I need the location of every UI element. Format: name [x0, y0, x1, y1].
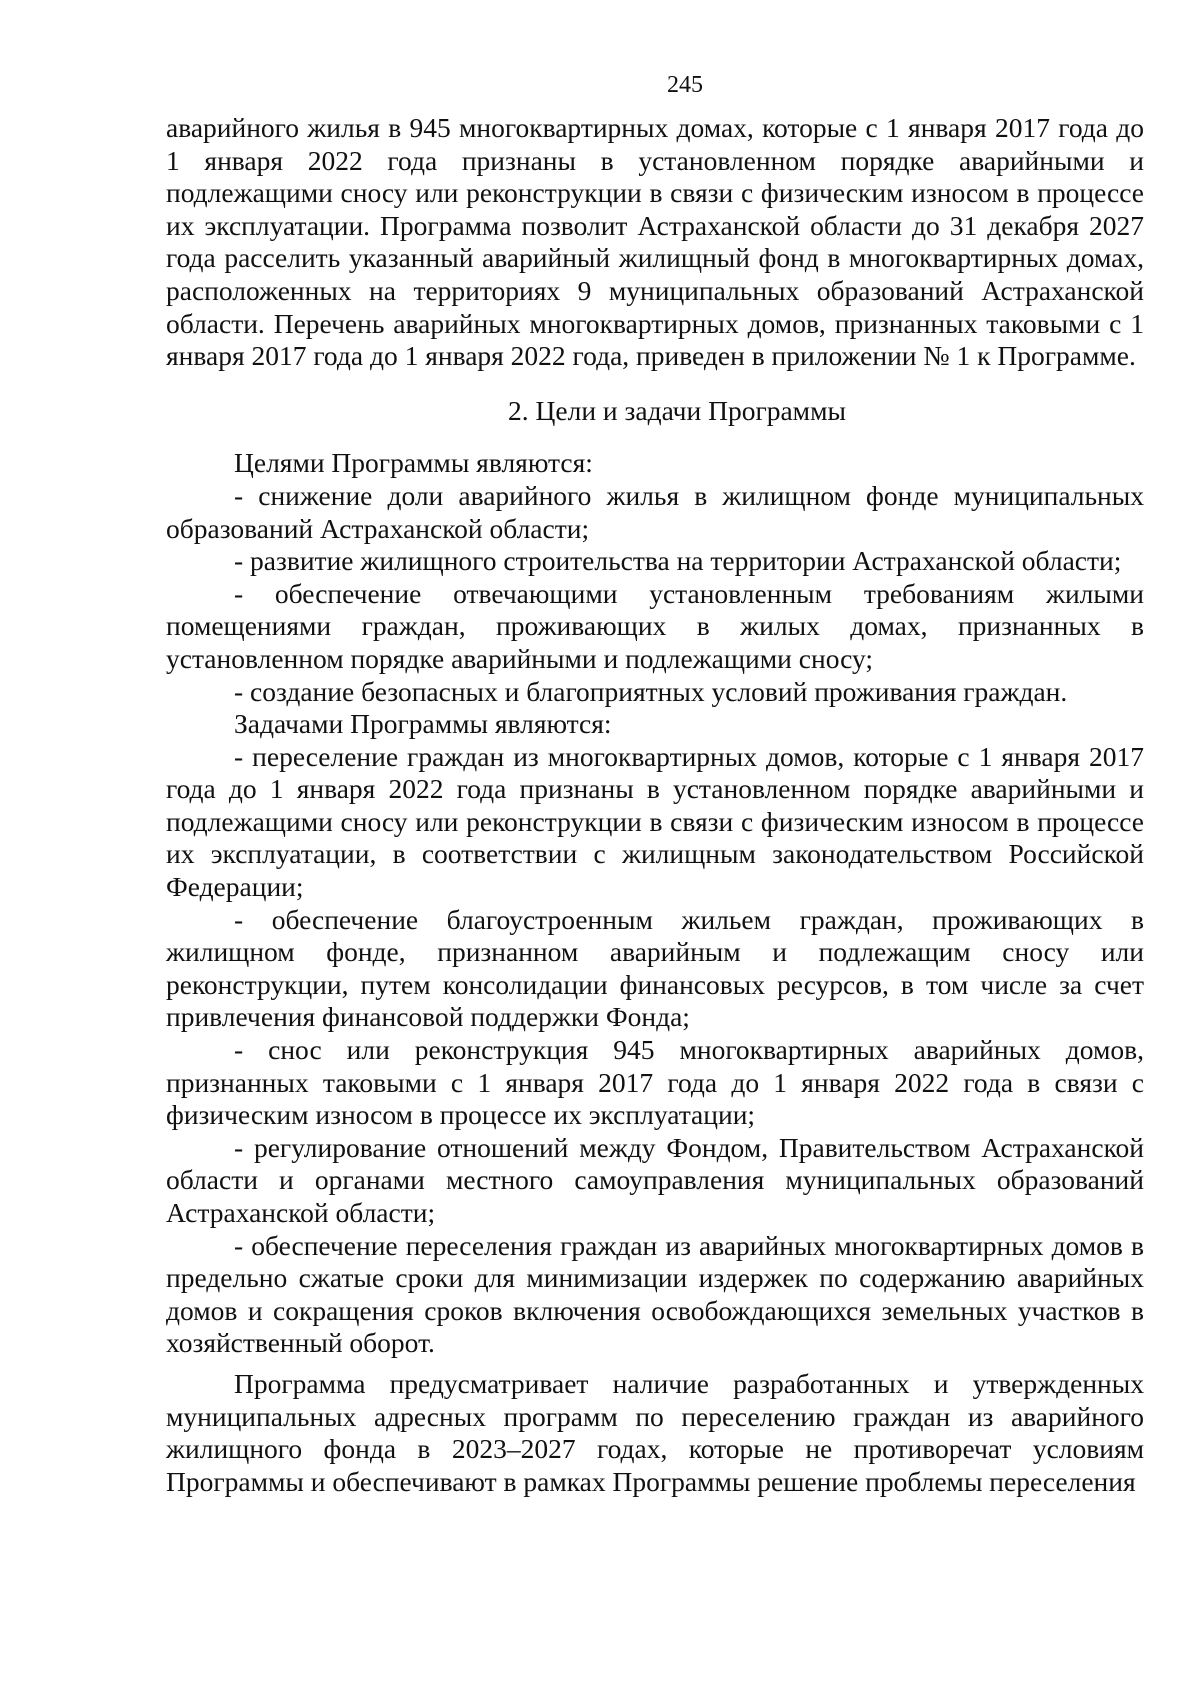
task-item: - переселение граждан из многоквартирных домов, которые с 1 января 2017 года до 1 января 2022 года признаны в установленном порядке аварийными и подлежащими сносу или реконструкции в связи с физическим износом в процессе их эксплуатации, в соответствии с жилищным законодательством Российской Федерации;	[166, 740, 1144, 903]
document-page	[166, 70, 1144, 1498]
task-item: - регулирование отношений между Фондом, Правительством Астраханской области и органами местного самоуправления муниципальных образований Астраханской области;	[166, 1131, 1144, 1228]
section-title: 2. Цели и задачи Программы	[508, 394, 846, 426]
tasks-heading: Задачами Программы являются:	[234, 708, 612, 740]
task-item: - обеспечение благоустроенным жильем граждан, проживающих в жилищном фонде, признанном аварийным и подлежащим сносу или реконструкции, путем консолидации финансовых ресурсов, в том числе за счет привлечения финансовой поддержки Фонда;	[166, 903, 1144, 1033]
intro-paragraph: аварийного жилья в 945 многоквартирных домах, которые с 1 января 2017 года до 1 января 2022 года признаны в установленном порядке аварийными и подлежащими сносу или реконструкции в связи с физическим износом в процессе их эксплуатации. Программа позволит Астраханской области до 31 декабря 2027 года расселить указанный аварийный жилищный фонд в многоквартирных домах, расположенных на территориях 9 муниципальных образований Астраханской области. Перечень аварийных многоквартирных домов, признанных таковыми с 1 января 2017 года до 1 января 2022 года, приведен в приложении № 1 к Программе.	[166, 112, 1144, 372]
goal-item: - развитие жилищного строительства на территории Астраханской области;	[234, 545, 1122, 577]
closing-paragraph: Программа предусматривает наличие разработанных и утвержденных муниципальных адресных программ по переселению граждан из аварийного жилищного фонда в 2023–2027 годах, которые не противоречат условиям Программы и обеспечивают в рамках Программы решение проблемы переселения	[166, 1367, 1144, 1497]
goal-item: - обеспечение отвечающими установленным требованиям жилыми помещениями граждан, проживающих в жилых домах, признанных в установленном порядке аварийными и подлежащими сносу;	[166, 577, 1144, 674]
task-item: - снос или реконструкция 945 многоквартирных аварийных домов, признанных таковыми с 1 января 2017 года до 1 января 2022 года в связи с физическим износом в процессе их эксплуатации;	[166, 1034, 1144, 1131]
goals-heading: Целями Программы являются:	[234, 447, 593, 479]
page-number: 245	[667, 72, 703, 98]
goal-item: - снижение доли аварийного жилья в жилищном фонде муниципальных образований Астраханской области;	[166, 479, 1144, 544]
goal-item: - создание безопасных и благоприятных условий проживания граждан.	[234, 675, 1068, 707]
task-item: - обеспечение переселения граждан из аварийных многоквартирных домов в предельно сжатые сроки для минимизации издержек по содержанию аварийных домов и сокращения сроков включения освобождающихся земельных участков в хозяйственный оборот.	[166, 1229, 1144, 1359]
paragraph-gap	[166, 1360, 1144, 1368]
